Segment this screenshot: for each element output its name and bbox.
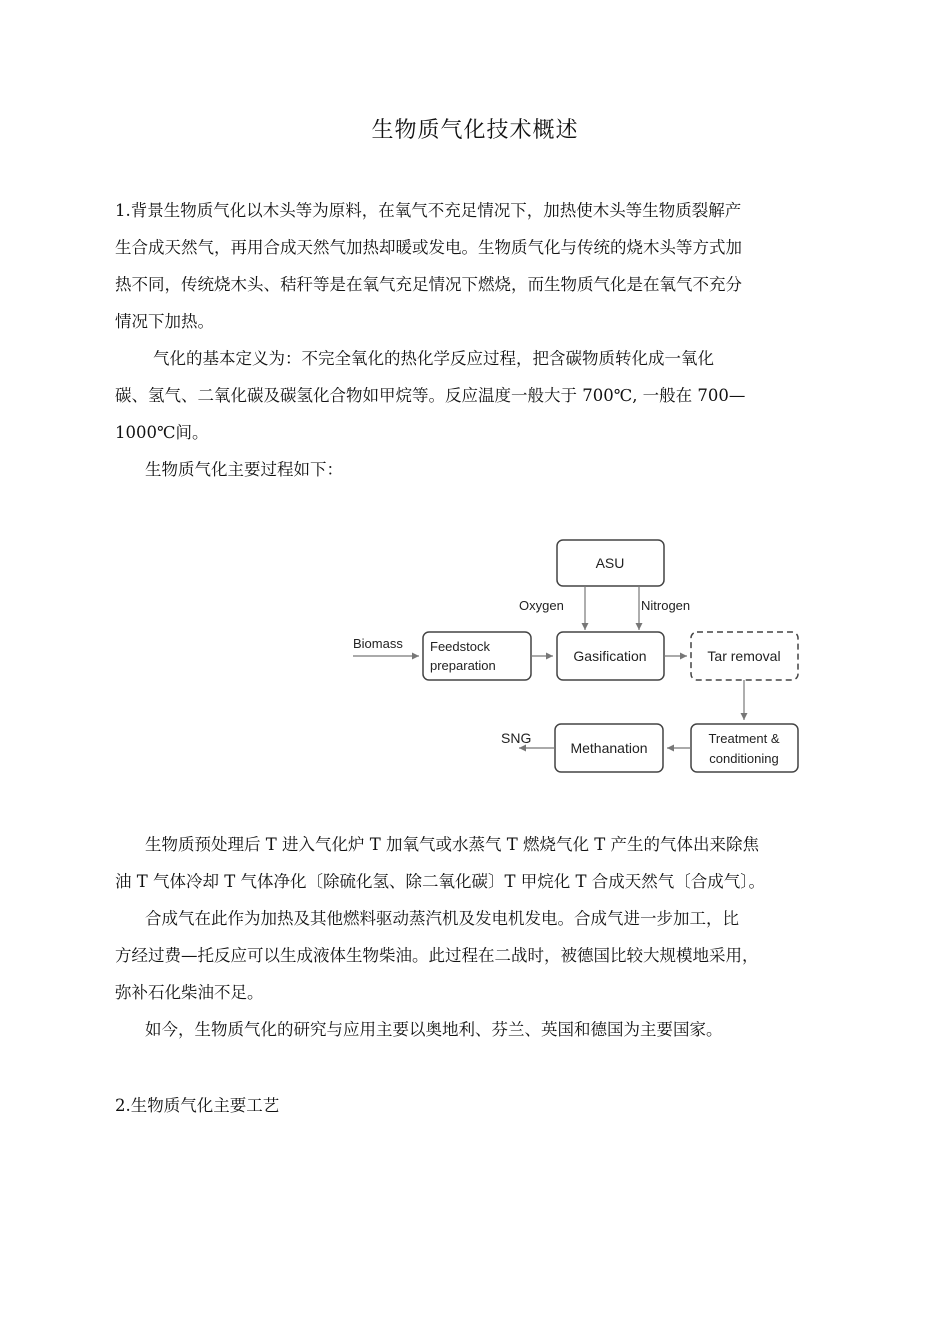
process-flow-diagram xyxy=(345,530,815,790)
process-description xyxy=(115,826,835,900)
text-line: 生物质气化主要过程如下： xyxy=(145,460,343,479)
text-line: 弥补石化柴油不足。 xyxy=(115,983,264,1002)
tar-removal-label: Tar removal xyxy=(707,648,781,664)
gasification-label: Gasification xyxy=(573,648,647,664)
biomass-label: Biomass xyxy=(353,636,403,651)
asu-label: ASU xyxy=(595,555,625,571)
oxygen-label: Oxygen xyxy=(519,598,564,613)
text-line: 合成气在此作为加热及其他燃料驱动蒸汽机及发电机发电。合成气进一步加工，比 xyxy=(145,909,739,928)
text-line: 油 T 气体冷却 T 气体净化〔除硫化氢、除二氧化碳〕T 甲烷化 T 合成天然气〔合成气〕。 xyxy=(115,872,765,891)
text-line: 热不同，传统烧木头、秸秆等是在氧气充足情况下燃烧，而生物质气化是在氧气不充分 xyxy=(115,275,742,294)
text-line: 2.生物质气化主要工艺 xyxy=(115,1096,280,1115)
text-line: 如今，生物质气化的研究与应用主要以奥地利、芬兰、英国和德国为主要国家。 xyxy=(145,1020,723,1039)
text-line: 情况下加热。 xyxy=(115,312,214,331)
text-line: 生物质预处理后 T 进入气化炉 T 加氧气或水蒸气 T 燃烧气化 T 产生的气体出来除焦 xyxy=(145,835,759,854)
text-line: 方经过费—托反应可以生成液体生物柴油。此过程在二战时，被德国比较大规模地采用， xyxy=(115,946,759,965)
feedstock-label: Feedstock xyxy=(430,639,490,654)
section-2-heading xyxy=(115,1087,835,1124)
text-line: 生合成天然气，再用合成天然气加热却暖或发电。生物质气化与传统的烧木头等方式加 xyxy=(115,238,742,257)
definition-paragraph xyxy=(115,340,835,451)
countries-paragraph xyxy=(115,1011,835,1048)
methanation-label: Methanation xyxy=(570,740,648,756)
text-line: 1.背景生物质气化以木头等为原料，在氧气不充足情况下，加热使木头等生物质裂解产 xyxy=(115,201,742,220)
feedstock-label: preparation xyxy=(430,658,496,673)
text-line: 气化的基本定义为：不完全氧化的热化学反应过程，把含碳物质转化成一氧化 xyxy=(153,349,714,368)
background-paragraph xyxy=(115,192,835,340)
treatment-label: conditioning xyxy=(709,751,779,766)
nitrogen-label: Nitrogen xyxy=(641,598,691,613)
text-line: 碳、氢气、二氧化碳及碳氢化合物如甲烷等。反应温度一般大于 700℃, 一般在 700— xyxy=(115,386,746,405)
usage-paragraph xyxy=(115,900,835,1011)
sng-label: SNG xyxy=(501,730,532,746)
page-title: 生物质气化技术概述 xyxy=(371,118,579,143)
treatment-label: Treatment & xyxy=(708,731,780,746)
text-line: 1000℃间。 xyxy=(115,423,209,442)
process-intro xyxy=(115,451,835,488)
